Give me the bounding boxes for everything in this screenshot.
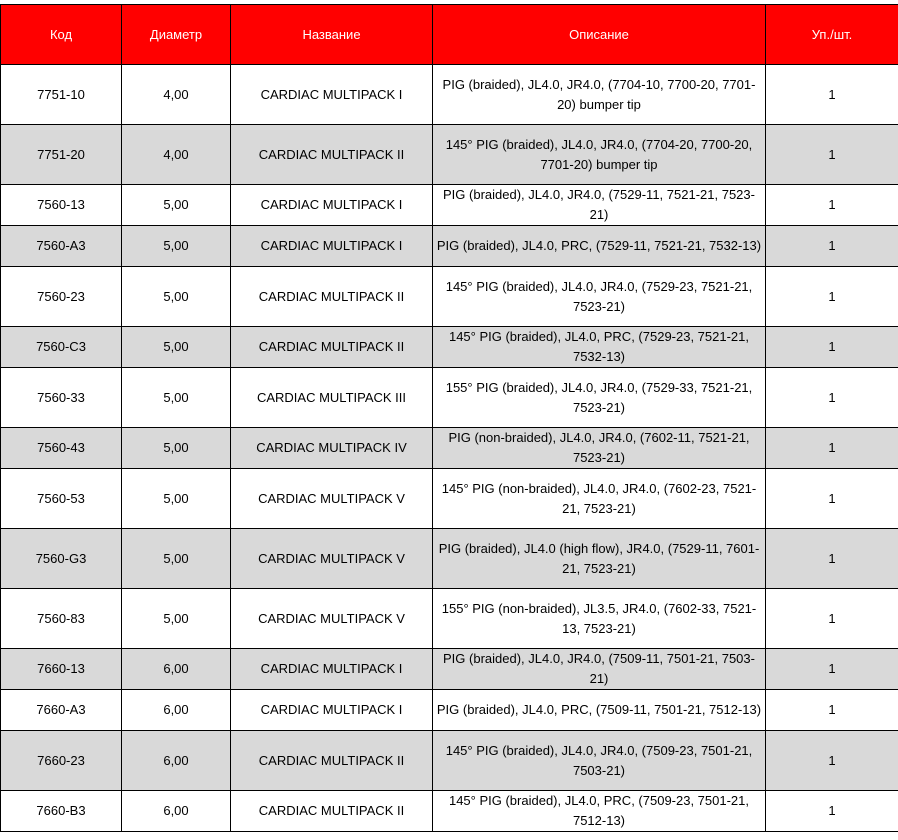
cell-name[interactable]: CARDIAC MULTIPACK II xyxy=(231,731,433,791)
cell-description[interactable]: 145° PIG (braided), JL4.0, JR4.0, (7704-20, 7700-20, 7701-20) bumper tip xyxy=(433,125,766,185)
product-table xyxy=(0,4,898,832)
table-row xyxy=(1,649,898,690)
cell-code[interactable]: 7560-83 xyxy=(1,589,122,649)
cell-diameter[interactable]: 4,00 xyxy=(122,125,231,185)
cell-code[interactable]: 7660-13 xyxy=(1,649,122,690)
cell-code[interactable]: 7560-43 xyxy=(1,428,122,469)
cell-pack[interactable]: 1 xyxy=(766,185,898,226)
cell-code[interactable]: 7560-13 xyxy=(1,185,122,226)
cell-description[interactable]: PIG (braided), JL4.0, JR4.0, (7509-11, 7501-21, 7503-21) xyxy=(433,649,766,690)
table-row xyxy=(1,529,898,589)
cell-code[interactable]: 7660-A3 xyxy=(1,690,122,731)
cell-code[interactable]: 7751-10 xyxy=(1,65,122,125)
cell-pack[interactable]: 1 xyxy=(766,731,898,791)
cell-name[interactable]: CARDIAC MULTIPACK IV xyxy=(231,428,433,469)
table-row xyxy=(1,327,898,368)
cell-description[interactable]: 145° PIG (braided), JL4.0, JR4.0, (7509-23, 7501-21, 7503-21) xyxy=(433,731,766,791)
cell-diameter[interactable]: 5,00 xyxy=(122,327,231,368)
cell-name[interactable]: CARDIAC MULTIPACK I xyxy=(231,185,433,226)
cell-name[interactable]: CARDIAC MULTIPACK II xyxy=(231,327,433,368)
cell-name[interactable]: CARDIAC MULTIPACK I xyxy=(231,226,433,267)
cell-description[interactable]: 145° PIG (braided), JL4.0, PRC, (7529-23, 7521-21, 7532-13) xyxy=(433,327,766,368)
cell-name[interactable]: CARDIAC MULTIPACK III xyxy=(231,368,433,428)
cell-pack[interactable]: 1 xyxy=(766,65,898,125)
cell-code[interactable]: 7660-B3 xyxy=(1,791,122,832)
header-diameter: Диаметр xyxy=(122,5,231,65)
cell-name[interactable]: CARDIAC MULTIPACK I xyxy=(231,65,433,125)
cell-description[interactable]: PIG (non-braided), JL4.0, JR4.0, (7602-11, 7521-21, 7523-21) xyxy=(433,428,766,469)
header-name: Название xyxy=(231,5,433,65)
cell-diameter[interactable]: 5,00 xyxy=(122,368,231,428)
cell-pack[interactable]: 1 xyxy=(766,690,898,731)
cell-code[interactable]: 7560-53 xyxy=(1,469,122,529)
cell-description[interactable]: PIG (braided), JL4.0, PRC, (7509-11, 7501-21, 7512-13) xyxy=(433,690,766,731)
cell-description[interactable]: 145° PIG (braided), JL4.0, JR4.0, (7529-23, 7521-21, 7523-21) xyxy=(433,267,766,327)
cell-description[interactable]: 145° PIG (braided), JL4.0, PRC, (7509-23, 7501-21, 7512-13) xyxy=(433,791,766,832)
cell-description[interactable]: 155° PIG (non-braided), JL3.5, JR4.0, (7602-33, 7521-13, 7523-21) xyxy=(433,589,766,649)
cell-diameter[interactable]: 5,00 xyxy=(122,185,231,226)
cell-name[interactable]: CARDIAC MULTIPACK II xyxy=(231,791,433,832)
cell-name[interactable]: CARDIAC MULTIPACK V xyxy=(231,529,433,589)
table-row xyxy=(1,65,898,125)
cell-code[interactable]: 7560-C3 xyxy=(1,327,122,368)
table-row xyxy=(1,589,898,649)
cell-code[interactable]: 7560-A3 xyxy=(1,226,122,267)
cell-pack[interactable]: 1 xyxy=(766,428,898,469)
cell-pack[interactable]: 1 xyxy=(766,589,898,649)
table-row xyxy=(1,690,898,731)
cell-name[interactable]: CARDIAC MULTIPACK V xyxy=(231,589,433,649)
cell-diameter[interactable]: 5,00 xyxy=(122,267,231,327)
cell-diameter[interactable]: 6,00 xyxy=(122,791,231,832)
cell-name[interactable]: CARDIAC MULTIPACK II xyxy=(231,125,433,185)
cell-description[interactable]: PIG (braided), JL4.0, JR4.0, (7529-11, 7521-21, 7523-21) xyxy=(433,185,766,226)
cell-pack[interactable]: 1 xyxy=(766,226,898,267)
cell-description[interactable]: PIG (braided), JL4.0 (high flow), JR4.0, (7529-11, 7601-21, 7523-21) xyxy=(433,529,766,589)
header-description: Описание xyxy=(433,5,766,65)
cell-pack[interactable]: 1 xyxy=(766,649,898,690)
cell-description[interactable]: PIG (braided), JL4.0, JR4.0, (7704-10, 7700-20, 7701-20) bumper tip xyxy=(433,65,766,125)
cell-description[interactable]: 145° PIG (non-braided), JL4.0, JR4.0, (7602-23, 7521-21, 7523-21) xyxy=(433,469,766,529)
table-row xyxy=(1,791,898,832)
cell-pack[interactable]: 1 xyxy=(766,469,898,529)
cell-name[interactable]: CARDIAC MULTIPACK I xyxy=(231,690,433,731)
cell-pack[interactable]: 1 xyxy=(766,125,898,185)
table-row xyxy=(1,469,898,529)
table-row xyxy=(1,185,898,226)
cell-diameter[interactable]: 4,00 xyxy=(122,65,231,125)
cell-code[interactable]: 7560-G3 xyxy=(1,529,122,589)
table-row xyxy=(1,731,898,791)
cell-code[interactable]: 7751-20 xyxy=(1,125,122,185)
cell-code[interactable]: 7560-23 xyxy=(1,267,122,327)
header-row xyxy=(1,5,898,65)
table-row xyxy=(1,368,898,428)
header-pack: Уп./шт. xyxy=(766,5,898,65)
cell-name[interactable]: CARDIAC MULTIPACK II xyxy=(231,267,433,327)
cell-pack[interactable]: 1 xyxy=(766,791,898,832)
cell-diameter[interactable]: 6,00 xyxy=(122,649,231,690)
table-row xyxy=(1,267,898,327)
cell-diameter[interactable]: 6,00 xyxy=(122,690,231,731)
cell-code[interactable]: 7560-33 xyxy=(1,368,122,428)
table-body xyxy=(1,65,898,832)
cell-diameter[interactable]: 6,00 xyxy=(122,731,231,791)
cell-description[interactable]: PIG (braided), JL4.0, PRC, (7529-11, 7521-21, 7532-13) xyxy=(433,226,766,267)
cell-code[interactable]: 7660-23 xyxy=(1,731,122,791)
cell-diameter[interactable]: 5,00 xyxy=(122,226,231,267)
table-row xyxy=(1,125,898,185)
cell-name[interactable]: CARDIAC MULTIPACK I xyxy=(231,649,433,690)
cell-diameter[interactable]: 5,00 xyxy=(122,428,231,469)
cell-description[interactable]: 155° PIG (braided), JL4.0, JR4.0, (7529-33, 7521-21, 7523-21) xyxy=(433,368,766,428)
header-code: Код xyxy=(1,5,122,65)
cell-pack[interactable]: 1 xyxy=(766,327,898,368)
cell-diameter[interactable]: 5,00 xyxy=(122,589,231,649)
cell-pack[interactable]: 1 xyxy=(766,368,898,428)
cell-diameter[interactable]: 5,00 xyxy=(122,469,231,529)
table-row xyxy=(1,428,898,469)
table-row xyxy=(1,226,898,267)
cell-name[interactable]: CARDIAC MULTIPACK V xyxy=(231,469,433,529)
cell-pack[interactable]: 1 xyxy=(766,529,898,589)
cell-pack[interactable]: 1 xyxy=(766,267,898,327)
cell-diameter[interactable]: 5,00 xyxy=(122,529,231,589)
